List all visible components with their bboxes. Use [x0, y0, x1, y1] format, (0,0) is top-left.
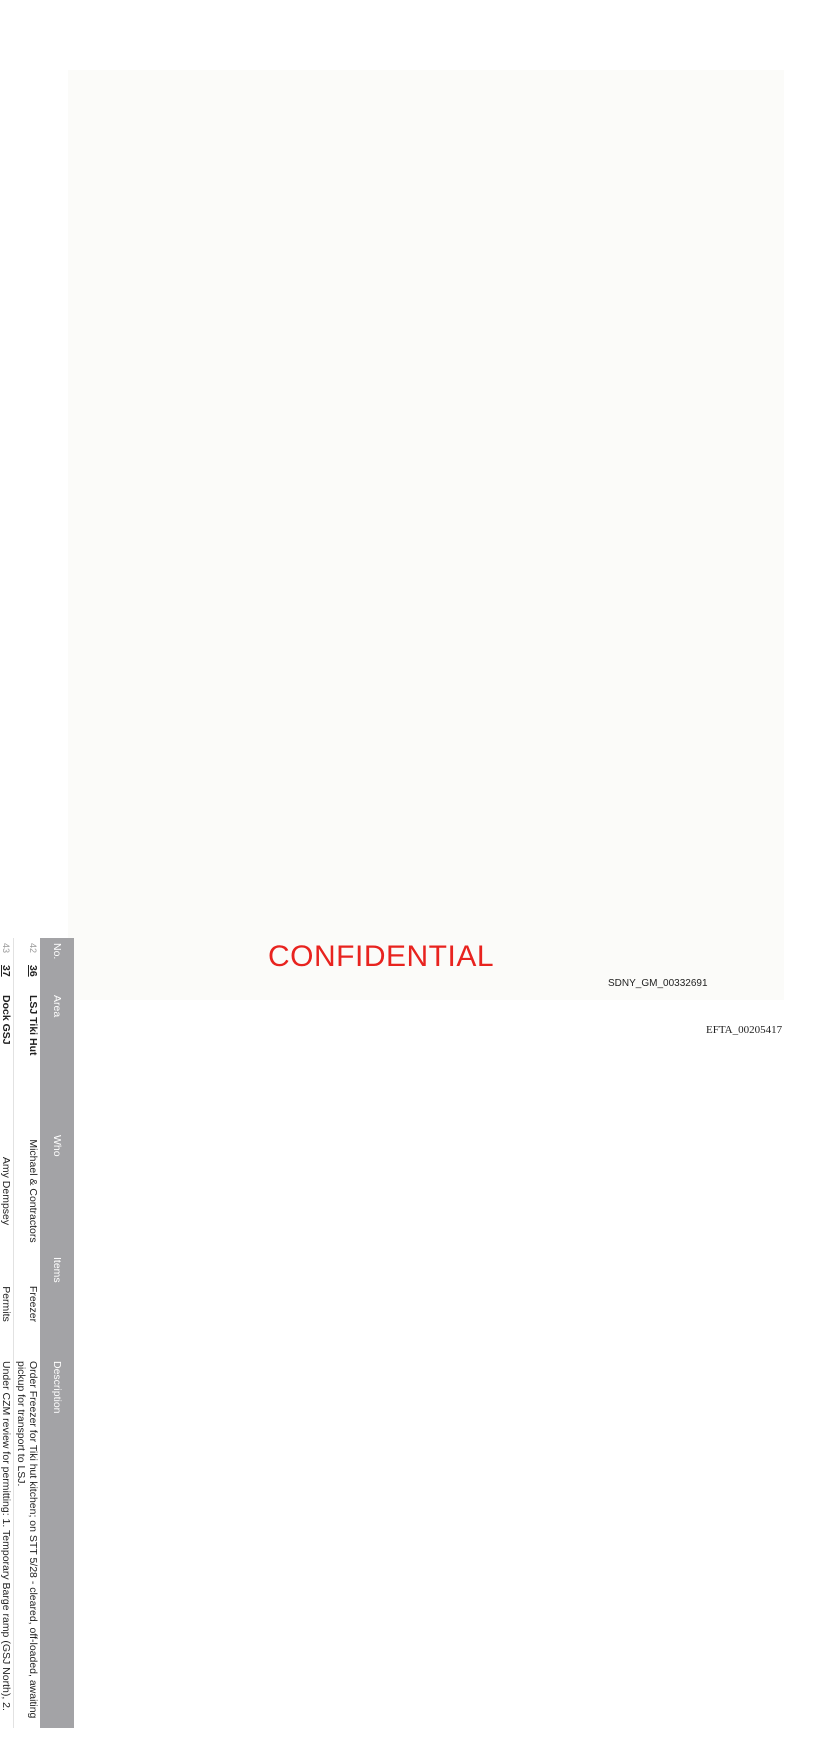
items-cell: Permits [0, 1252, 14, 1356]
who-cell: Amy Dempsey [0, 1130, 14, 1252]
bates-number: SDNY_GM_00332691 [608, 978, 708, 989]
column-header-description: Description [40, 1356, 74, 1728]
description-cell: Order Freezer for Tiki hut kitchen; on STT 5/28 - cleared, off-loaded, awaiting pickup for transport to LSJ. [14, 1356, 41, 1728]
rotated-document [0, 912, 92, 1742]
column-header-who: Who [40, 1130, 74, 1252]
efta-number: EFTA_00205417 [706, 1024, 783, 1036]
who-cell: Michael & Contractors [14, 1130, 41, 1252]
area-cell: LSJ Tiki Hut [14, 990, 41, 1130]
column-header-items: Items [40, 1252, 74, 1356]
area-cell: Dock GSJ [0, 990, 14, 1130]
item-number: 36 [14, 960, 41, 990]
document-content [0, 912, 92, 1742]
work-items-table [0, 938, 74, 1728]
table-row [14, 938, 41, 1728]
line-number: 42 [14, 938, 41, 960]
line-number: 43 [0, 938, 14, 960]
scanned-page [68, 70, 784, 1000]
table-row [0, 938, 14, 1728]
description-cell: Under CZM review for permitting: 1. Temporary Barge ramp (GSJ North), 2. [0, 1356, 14, 1728]
item-number: 37 [0, 960, 14, 990]
items-cell: Freezer [14, 1252, 41, 1356]
column-header-area: Area [40, 990, 74, 1130]
table-header-row [40, 938, 74, 1728]
confidential-stamp: CONFIDENTIAL [268, 940, 495, 973]
column-header-no: No. [40, 938, 74, 990]
